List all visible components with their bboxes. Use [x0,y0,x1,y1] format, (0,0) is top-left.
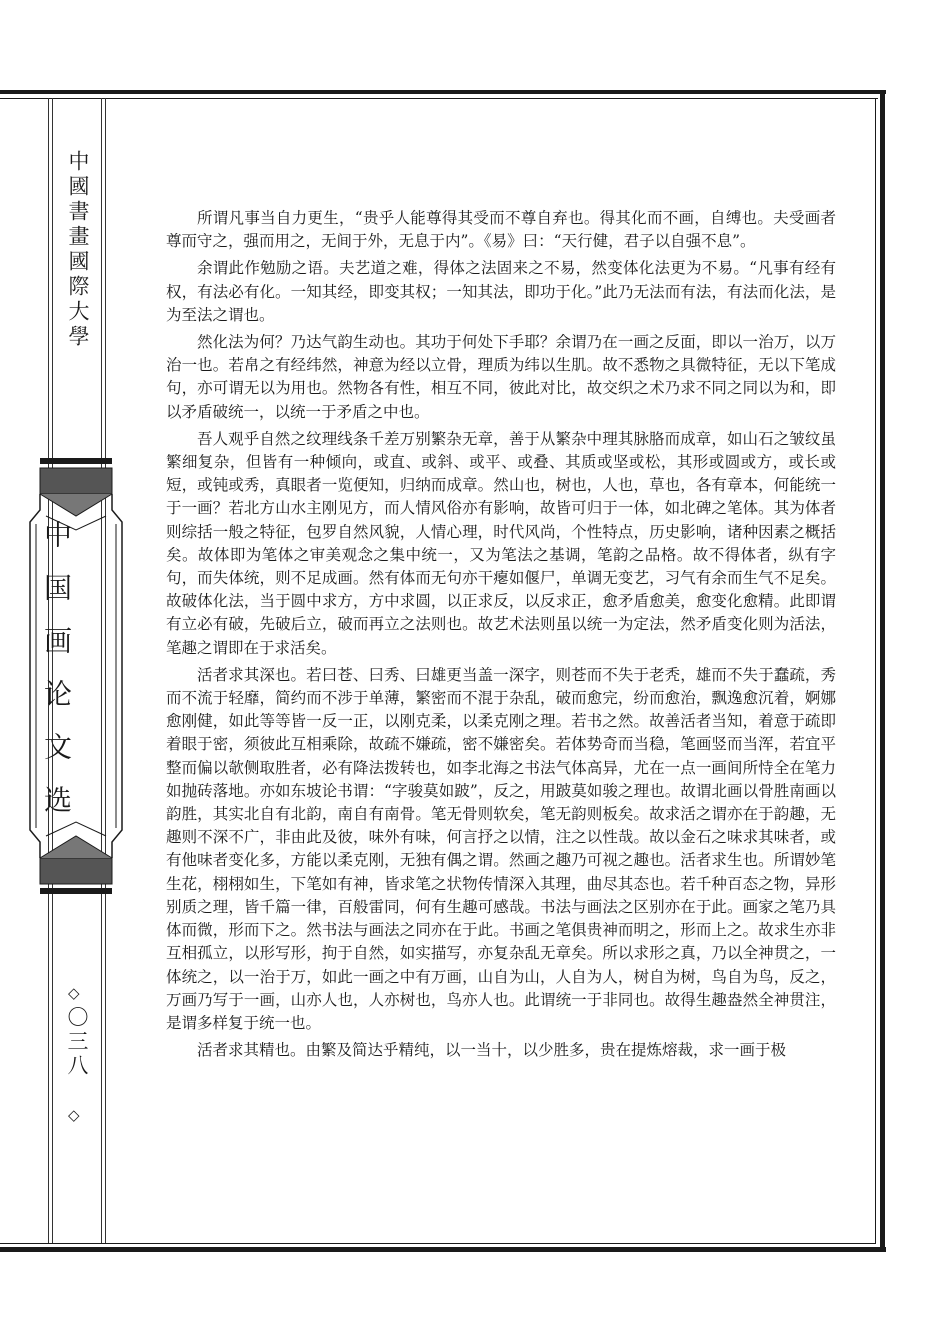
cartouche-bottom-bar [40,888,112,894]
frame-top-border [0,90,886,94]
paragraph: 活者求其精也。由繁及简达乎精纯，以一当十，以少胜多，贵在提炼熔裁，求一画于极 [197,1041,787,1060]
frame-right-inner-border [875,98,876,1244]
frame-bottom-inner-border [0,1243,876,1244]
frame-top-inner-border [0,98,878,99]
frame-bottom-border [0,1247,886,1252]
paragraph: 然化法为何？乃达气韵生动也。其功于何处下手耶？余谓乃在一画之反面，即以一治万，以万治一也。若帛之有经纬然，神意为经以立骨，理质为纬以生肌。故不悉物之具微特征，无以下笔成句，亦可谓无以为用也。然物各有性，相互不同，彼此对比，故交织之术乃求不同之同以为和，即以矛盾破统一，以统一于矛盾之中也。 [166,333,836,421]
paragraph: 所谓凡事当自力更生，“贵乎人能尊得其受而不尊自弃也。得其化而不画，自缚也。夫受画者尊而守之，强而用之，无间于外，无息于内”。《易》曰：“天行健，君子以自强不息”。 [166,209,836,251]
body-text [166,207,836,1066]
paragraph: 余谓此作勉励之语。夫艺道之难，得体之法固来之不易，然变体化法更为不易。“凡事有经有权，有法必有化。一知其经，即变其权；一知其法，即功于化。”此乃无法而有法，有法而化法，是为至法之谓也。 [166,259,836,324]
diamond-ornament-icon: ◇ [68,984,80,1002]
paragraph: 活者求其深也。若曰苍、曰秀、曰雄更当盖一深字，则苍而不失于老秃，雄而不失于蠢疏，秀而不流于轻靡，简约而不涉于单薄，繁密而不混于杂乱，破而愈完，纷而愈治，飘逸愈沉着，婀娜愈刚健，如此等等皆一反一正，以刚克柔，以柔克刚之理。若书之然。故善活者当知，着意于疏即着眼于密，须彼此互相乘除，故疏不嫌疏，密不嫌密矣。若体势奇而当稳，笔画竖而当浑，若宜平整而偏以欹侧取胜者，必有降法拨转也，如李北海之书法气体高异，尤在一点一画间所恃全在笔力如抛砖落地。亦如东坡论书谓：“字骏莫如跛”，反之，用跛莫如骏之理也。故谓北画以骨胜南画以韵胜，其实北自有北韵，南自有南骨。笔无骨则软矣，笔无韵则板矣。故求活之谓亦在于韵趣，无趣则不深不广，非由此及彼，味外有味，何言抒之以情，注之以性哉。故以金石之味求其味者，或有他味者变化多，方能以柔克刚，无独有偶之谓。然画之趣乃可视之趣也。活者求生也。所谓妙笔生花，栩栩如生，下笔如有神，皆求笔之状物传情深入其理，曲尽其态也。若千种百态之物，异形别质之理，皆千篇一律，百般雷同，何有生趣可感哉。书法与画法之区别亦在于此。画家之笔乃具体而微，形而下之。然书法与画法之同亦在于此。书画之笔俱贵神而明之，形而上之。故求生亦非互相孤立，以形写形，拘于自然，如实描写，亦复杂乱无章矣。所以求形之真，乃以全神贯之，一体统之，以一治于万，如此一画之中有万画，山自为山，人自为人，树自为树，鸟自为鸟，反之，万画乃写于一画，山亦人也，人亦树也，鸟亦人也。此谓统一于非同也。故得生趣盎然全神贯注，是谓多样复于统一也。 [166,665,836,1032]
series-title: 中國書畫國際大學 [66,150,90,350]
frame-right-border [880,90,885,1252]
page-number: 〇三八 [65,1006,89,1078]
book-title: 中国画论文选 [40,520,73,838]
diamond-ornament-icon: ◇ [68,1106,80,1124]
paragraph: 吾人观乎自然之纹理线条千差万别繁杂无章，善于从繁杂中理其脉胳而成章，如山石之皱纹虽繁细复杂，但皆有一种倾向，或直、或斜、或平、或叠、其质或坚或松，其形或圆或方，或长或短，或钝或秀，真眼者一览便知，归纳而成章。然山也，树也，人也，草也，各有章本，何能统一于一画？若北方山水主刚见方，而人情风俗亦有影响，故皆可归于一体，如北碑之笔体。其为体者则综括一般之特征，包罗自然风貌，人情心理，时代风尚，个性特点，历史影响，诸种因素之概括矣。故体即为笔体之审美观念之集中统一，又为笔法之基调，笔韵之品格。故不得体者，纵有字句，而失体统，则不足成画。然有体而无句亦干瘪如偃尸，单调无变艺，习气有余而生气不足矣。故破体化法，当于圆中求方，方中求圆，以正求反，以反求正，愈矛盾愈美，愈变化愈精。此即谓有立必有破，先破后立，破而再立之法则也。故艺术法则虽以统一为定法，然矛盾变化则为活法，笔趣之谓即在于求活矣。 [166,429,836,657]
